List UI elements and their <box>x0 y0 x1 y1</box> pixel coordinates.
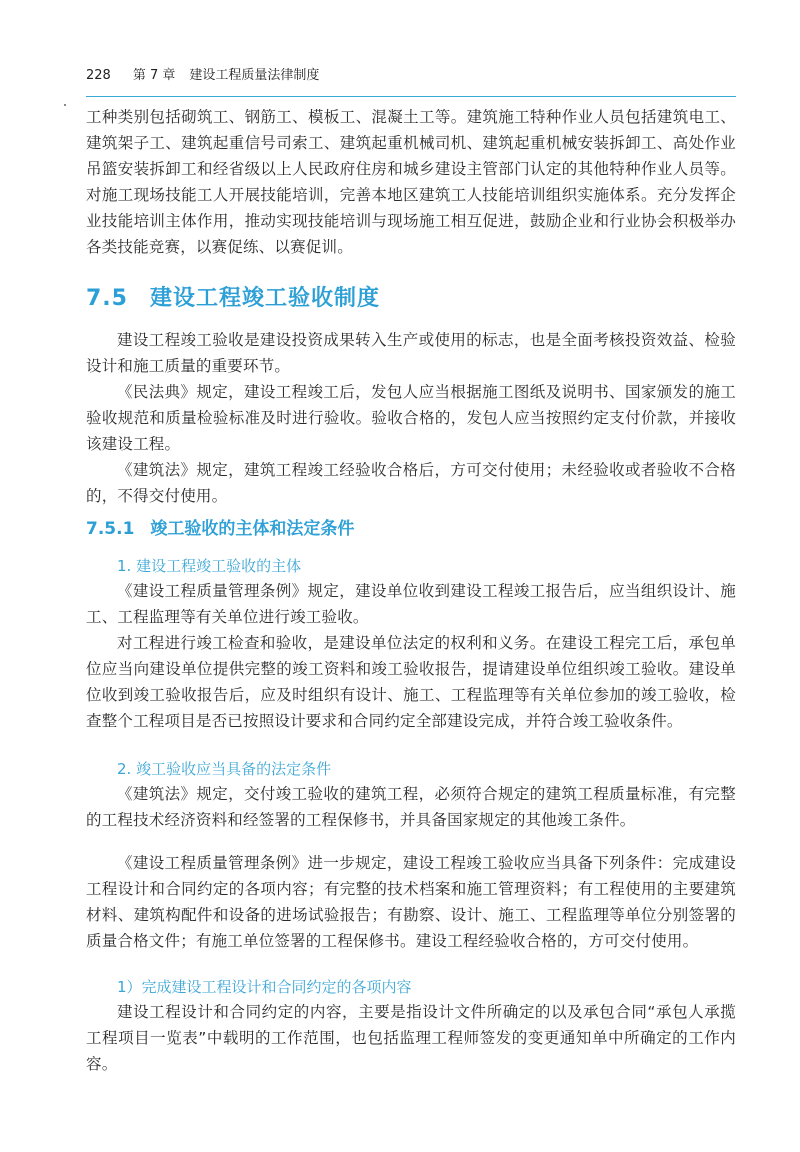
intro-paragraph: 工种类别包括砌筑工、钢筋工、模板工、混凝土工等。建筑施工特种作业人员包括建筑电工、建筑架子工、建筑起重信号司索工、建筑起重机械司机、建筑起重机械安装拆卸工、高处作业吊篮安装拆卸工和经省级以上人民政府住房和城乡建设主管部门认定的其他特种作业人员等。对施工现场技能工人开展技能培训，完善本地区建筑工人技能培训组织实施体系。充分发挥企业技能培训主体作用，推动实现技能培训与现场施工相互促进，鼓励企业和行业协会积极举办各类技能竞赛，以赛促练、以赛促训。 <box>86 108 736 256</box>
section-title: 建设工程竣工验收制度 <box>149 286 380 311</box>
subsection-number: 7.5.1 <box>86 519 135 539</box>
part2-paragraph-1: 《建筑法》规定，交付竣工验收的建筑工程，必须符合规定的建筑工程质量标准，有完整的工程技术经济资料和经签署的工程保修书，并具备国家规定的其他竣工条件。 <box>86 785 736 829</box>
subsection-heading <box>86 516 736 542</box>
part1-paragraph-2: 对工程进行竣工检查和验收，是建设单位法定的权利和义务。在建设工程完工后，承包单位应当向建设单位提供完整的竣工资料和竣工验收报告，提请建设单位组织竣工验收。建设单位收到竣工验收报告后，应及时组织有设计、施工、工程监理等有关单位参加的竣工验收，检查整个工程项目是否已按照设计要求和合同约定全部建设完成，并符合竣工验收条件。 <box>86 634 736 730</box>
section-paragraph-3: 《建筑法》规定，建筑工程竣工经验收合格后，方可交付使用；未经验收或者验收不合格的，不得交付使用。 <box>86 461 736 505</box>
page-header <box>86 66 736 97</box>
part1-heading: 1. 建设工程竣工验收的主体 <box>117 557 302 575</box>
part1-paragraph-1: 《建设工程质量管理条例》规定，建设单位收到建设工程竣工报告后，应当组织设计、施工、工程监理等有关单位进行竣工验收。 <box>86 582 736 626</box>
section-paragraph-1: 建设工程竣工验收是建设投资成果转入生产或使用的标志，也是全面考核投资效益、检验设计和施工质量的重要环节。 <box>86 331 736 375</box>
part2-heading: 2. 竣工验收应当具备的法定条件 <box>117 760 332 778</box>
subsection-title: 竣工验收的主体和法定条件 <box>150 519 355 539</box>
part2-paragraph-2: 《建设工程质量管理条例》进一步规定，建设工程竣工验收应当具备下列条件：完成建设工程设计和合同约定的各项内容；有完整的技术档案和施工管理资料；有工程使用的主要建筑材料、建筑构配件和设备的进场试验报告；有勘察、设计、施工、工程监理等单位分别签署的质量合格文件；有施工单位签署的工程保修书。建设工程经验收合格的，方可交付使用。 <box>86 854 736 950</box>
item1-heading: 1）完成建设工程设计和合同约定的各项内容 <box>117 978 412 996</box>
section-number: 7.5 <box>86 286 128 311</box>
margin-dot <box>64 104 66 106</box>
page-number: 228 <box>86 68 111 83</box>
section-paragraph-2: 《民法典》规定，建设工程竣工后，发包人应当根据施工图纸及说明书、国家颁发的施工验收规范和质量检验标准及时进行验收。验收合格的，发包人应当按照约定支付价款，并接收该建设工程。 <box>86 383 736 453</box>
item1-paragraph: 建设工程设计和合同约定的内容，主要是指设计文件所确定的以及承包合同“承包人承揽工程项目一览表”中载明的工作范围，也包括监理工程师签发的变更通知单中所确定的工作内容。 <box>86 1003 736 1073</box>
section-heading <box>86 284 736 314</box>
chapter-title: 建设工程质量法律制度 <box>189 68 320 83</box>
chapter-label: 第 7 章 <box>132 68 176 83</box>
